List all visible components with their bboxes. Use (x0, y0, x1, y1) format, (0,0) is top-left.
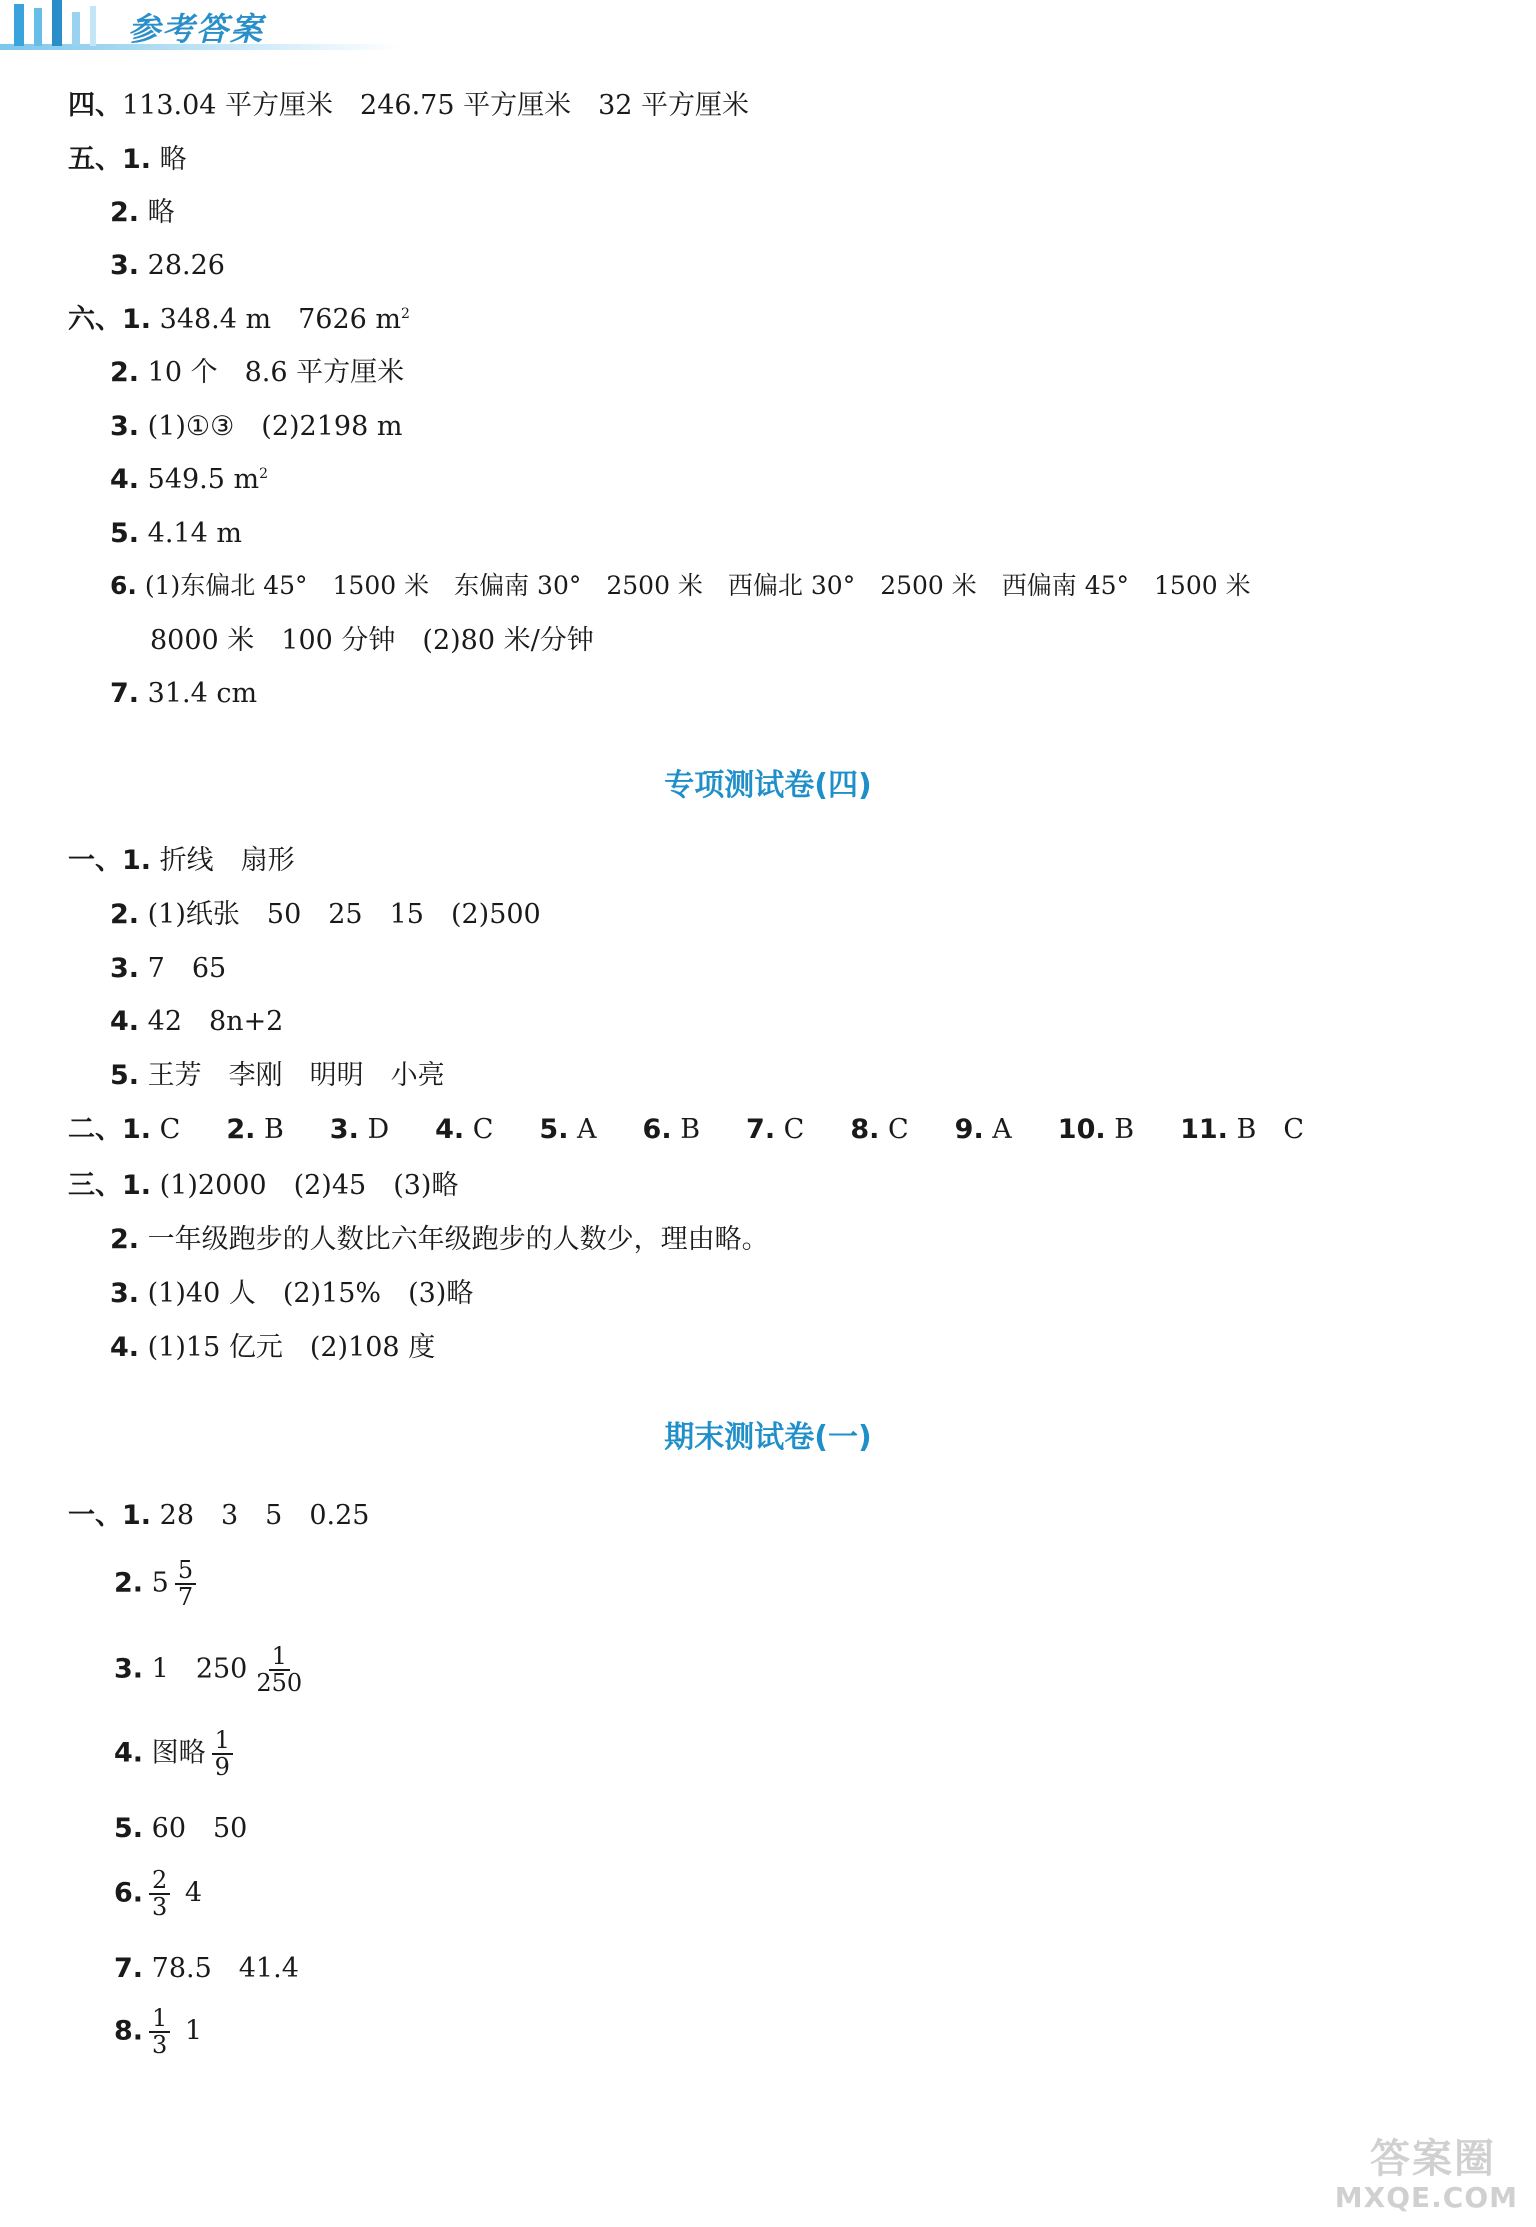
answer-text: 图略 (151, 1737, 206, 1769)
answer-line (68, 92, 749, 119)
answer-text: (1)15 亿元 (2)108 度 (147, 1332, 436, 1363)
item-number: 11. (1180, 1114, 1228, 1145)
section-title: 专项测试卷(四) (664, 768, 872, 803)
answer-text: A (577, 1114, 597, 1145)
page-header (0, 0, 420, 60)
item-number: 8. (114, 2015, 144, 2047)
answer-text: B (263, 1114, 284, 1145)
fraction (212, 1728, 233, 1780)
fraction-denominator: 3 (152, 1893, 168, 1922)
answer-text: 8000 米 100 分钟 (2)80 米/分钟 (150, 625, 594, 656)
item-number: 7. (110, 678, 140, 709)
answer-line (150, 627, 594, 654)
fraction (175, 1558, 196, 1610)
item-number: 5. (110, 1060, 140, 1091)
item-number: 6. (114, 1877, 144, 1909)
answer-text: 348.4 m 7626 m (159, 304, 402, 335)
answer-text: (1)40 人 (2)15% (3)略 (147, 1278, 474, 1309)
answer-line (110, 573, 1251, 598)
item-number: 8. (850, 1114, 880, 1145)
answer-line (114, 1955, 299, 1982)
answer-text: C (887, 1114, 909, 1145)
answer-text: 折线 扇形 (159, 845, 295, 876)
item-number: 3. (329, 1114, 359, 1145)
answer-text: 1 250 (151, 1653, 248, 1685)
item-number: 2. (110, 1224, 140, 1255)
fraction-denominator: 7 (177, 1583, 194, 1612)
answer-text: 5 (151, 1567, 169, 1599)
answer-text: 60 50 (151, 1813, 248, 1844)
fraction-numerator: 1 (269, 1644, 290, 1671)
item-number: 3. (114, 1653, 144, 1685)
choice-answer (330, 1116, 389, 1143)
watermark-url: MXQE.COM (1334, 2181, 1518, 2214)
choice-answer-line (68, 1116, 1304, 1143)
item-number: 4. (435, 1114, 465, 1145)
item-number: 1. (122, 304, 152, 335)
choice-answer (226, 1116, 283, 1143)
item-number: 5. (110, 518, 140, 549)
watermark-logo: 答案圈 (1370, 2136, 1496, 2182)
watermark (1326, 2127, 1526, 2219)
answer-text: A (992, 1114, 1012, 1145)
answer-line (110, 413, 402, 440)
choice-answer (746, 1116, 804, 1143)
answer-text: D (367, 1114, 390, 1145)
item-number: 4. (110, 1006, 140, 1037)
answer-text: B C (1236, 1114, 1305, 1145)
fraction (149, 2006, 170, 2058)
answer-text: 7 65 (147, 953, 227, 984)
fraction (149, 1868, 170, 1920)
answer-text: 78.5 41.4 (151, 1953, 299, 1984)
answer-text: 42 8n+2 (147, 1006, 284, 1037)
answer-text: 王芳 李刚 明明 小亮 (147, 1060, 445, 1091)
answer-line (110, 466, 268, 493)
fraction-numerator: 2 (149, 1868, 170, 1895)
answer-line (68, 847, 295, 874)
item-number: 6. (110, 571, 137, 600)
answer-text: 4.14 m (147, 518, 242, 549)
answer-text: B (680, 1114, 701, 1145)
answer-line (114, 2006, 202, 2058)
item-number: 4. (110, 464, 140, 495)
choice-answer (1058, 1116, 1134, 1143)
item-number: 4. (110, 1332, 140, 1363)
answer-text: 28.26 (147, 250, 225, 281)
answer-line (68, 1502, 369, 1529)
section-title: 期末测试卷(一) (664, 1420, 872, 1455)
answer-line (68, 146, 187, 173)
answer-line (114, 1868, 202, 1920)
choice-answer (122, 1116, 180, 1143)
item-number: 9. (954, 1114, 984, 1145)
choice-answer (435, 1116, 493, 1143)
item-number: 3. (110, 411, 140, 442)
answer-line (110, 1334, 435, 1361)
fraction-denominator: 3 (152, 2031, 168, 2060)
item-number: 3. (110, 953, 140, 984)
section-label: 四、 (68, 90, 122, 121)
item-number: 2. (110, 899, 140, 930)
item-number: 4. (114, 1737, 144, 1769)
answer-text: 31.4 cm (147, 678, 258, 709)
answer-line (68, 306, 410, 333)
answer-text: C (159, 1114, 181, 1145)
answer-text: (1)纸张 50 25 15 (2)500 (147, 899, 541, 930)
answer-text: 549.5 m (147, 464, 260, 495)
item-number: 2. (110, 197, 140, 228)
answer-text: (1)2000 (2)45 (3)略 (159, 1170, 459, 1201)
item-number: 7. (746, 1114, 776, 1145)
item-number: 2. (110, 357, 140, 388)
answer-line (68, 1172, 458, 1199)
item-number: 3. (110, 1278, 140, 1309)
answer-line (110, 1280, 473, 1307)
answer-line (110, 520, 242, 547)
item-number: 1. (122, 1170, 152, 1201)
answer-line (114, 1558, 202, 1610)
answer-line (110, 359, 404, 386)
choice-answer (955, 1116, 1012, 1143)
answer-text: 略 (159, 144, 187, 175)
item-number: 1. (122, 1114, 152, 1145)
item-number: 10. (1057, 1114, 1106, 1145)
answer-line (110, 1226, 769, 1253)
fraction (253, 1644, 305, 1696)
fraction-denominator: 9 (214, 1753, 230, 1782)
answer-line (110, 1008, 283, 1035)
choice-answer (1180, 1116, 1304, 1143)
answer-line (110, 199, 175, 226)
item-number: 2. (226, 1114, 256, 1145)
section-label: 二、 (68, 1114, 122, 1145)
section-label: 一、 (68, 845, 122, 876)
answer-text: C (472, 1114, 494, 1145)
answer-text: C (783, 1114, 805, 1145)
choice-answer (539, 1116, 596, 1143)
answer-line (114, 1644, 311, 1696)
answer-line (114, 1728, 239, 1780)
item-number: 3. (110, 250, 140, 281)
fraction-numerator: 1 (212, 1728, 233, 1755)
item-number: 7. (114, 1953, 144, 1984)
answer-text: 4 (184, 1877, 203, 1909)
item-number: 1. (122, 845, 152, 876)
choice-answer (850, 1116, 908, 1143)
answer-line (110, 252, 225, 279)
answer-line (110, 955, 226, 982)
answer-text: (1)①③ (2)2198 m (147, 411, 403, 442)
answer-text: (1)东偏北 45° 1500 米 东偏南 30° 2500 米 西偏北 30° 2500 米 西偏南 45° 1500 米 (144, 571, 1251, 600)
answer-text: 略 (147, 197, 175, 228)
answer-text: 一年级跑步的人数比六年级跑步的人数少，理由略。 (147, 1224, 769, 1255)
answer-text: B (1114, 1114, 1135, 1145)
section-label: 六、 (68, 304, 122, 335)
item-number: 6. (642, 1114, 672, 1145)
answer-line (114, 1815, 247, 1842)
answer-line (110, 1062, 445, 1089)
answer-line (110, 680, 257, 707)
item-number: 1. (122, 1500, 152, 1531)
section-label: 三、 (68, 1170, 122, 1201)
answer-text: 113.04 平方厘米 246.75 平方厘米 32 平方厘米 (122, 90, 750, 121)
superscript: 2 (401, 306, 410, 322)
answer-line (110, 901, 541, 928)
superscript: 2 (259, 466, 269, 482)
item-number: 5. (114, 1813, 144, 1844)
fraction-numerator: 1 (149, 2006, 170, 2033)
answer-text: 1 (184, 2015, 203, 2047)
header-title: 参考答案 (128, 10, 265, 48)
fraction-numerator: 5 (175, 1558, 196, 1585)
section-label: 一、 (68, 1500, 122, 1531)
item-number: 5. (539, 1114, 569, 1145)
answer-text: 10 个 8.6 平方厘米 (147, 357, 405, 388)
item-number: 2. (114, 1567, 144, 1599)
answer-text: 28 3 5 0.25 (159, 1500, 370, 1531)
section-label: 五、 (68, 144, 122, 175)
fraction-denominator: 250 (256, 1669, 303, 1698)
choice-answer (643, 1116, 700, 1143)
item-number: 1. (122, 144, 152, 175)
